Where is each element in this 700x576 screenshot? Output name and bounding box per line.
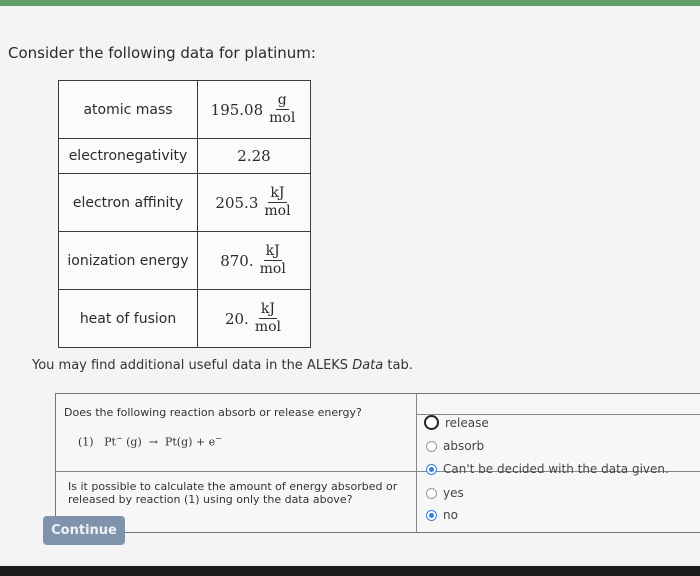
unit-fraction (262, 185, 292, 220)
reaction-equation: (1) Pt− (g) → Pt(g) + e− (78, 434, 222, 449)
unit-fraction (258, 243, 288, 278)
continue-button[interactable]: Continue (43, 516, 125, 545)
row-label: heat of fusion (59, 290, 198, 348)
radio-absorb[interactable] (426, 441, 437, 452)
row-value: 205.3 (215, 193, 259, 212)
question-box (55, 393, 700, 533)
data-tab-link[interactable]: Data (352, 358, 384, 373)
table-row (59, 139, 311, 174)
row-value-cell (198, 139, 311, 174)
question-2-prompt: Is it possible to calculate the amount of energy absorbed or released by reaction (1) using only the data above? (68, 480, 398, 506)
row-label: atomic mass (59, 81, 198, 139)
unit-numerator: kJ (265, 243, 280, 259)
question-text: Consider the following data for platinum: (8, 44, 316, 62)
unit-numerator: g (277, 92, 287, 108)
unit-denominator: mol (259, 261, 286, 277)
radio-cant-decide[interactable] (426, 464, 437, 475)
table-row (59, 174, 311, 232)
row-value: 20. (224, 309, 249, 328)
row-value-cell (198, 81, 311, 139)
row-label: electronegativity (59, 139, 198, 174)
row-value-cell (198, 174, 311, 232)
table-row (59, 290, 311, 348)
row-label: ionization energy (59, 232, 198, 290)
unit-denominator: mol (254, 319, 282, 335)
unit-denominator: mol (264, 203, 291, 219)
unit-denominator: mol (269, 110, 296, 126)
data-tab-note: You may find additional useful data in the ALEKS Data tab. (32, 358, 413, 373)
option-absorb[interactable]: absorb (426, 439, 484, 453)
option-cant-decide[interactable]: Can't be decided with the data given. (426, 462, 669, 476)
screen-bezel (0, 566, 700, 576)
unit-numerator: kJ (260, 301, 275, 317)
row-value: 2.28 (237, 147, 271, 165)
row-label: electron affinity (59, 174, 198, 232)
row-value: 870. (220, 251, 254, 270)
table-row (59, 232, 311, 290)
row-value-cell (198, 290, 311, 348)
row-value: 195.08 (210, 100, 264, 119)
radio-release[interactable] (424, 415, 439, 430)
data-table (58, 80, 311, 348)
unit-fraction (253, 301, 283, 336)
row-value-cell (198, 232, 311, 290)
unit-numerator: kJ (270, 185, 285, 201)
unit-fraction (267, 92, 297, 127)
radio-no[interactable] (426, 510, 437, 521)
table-row (59, 81, 311, 139)
option-yes[interactable]: yes (426, 486, 464, 500)
radio-yes[interactable] (426, 488, 437, 499)
option-no[interactable]: no (426, 508, 458, 522)
question-1-prompt: Does the following reaction absorb or release energy? (64, 406, 362, 419)
option-release[interactable]: release (424, 415, 489, 430)
